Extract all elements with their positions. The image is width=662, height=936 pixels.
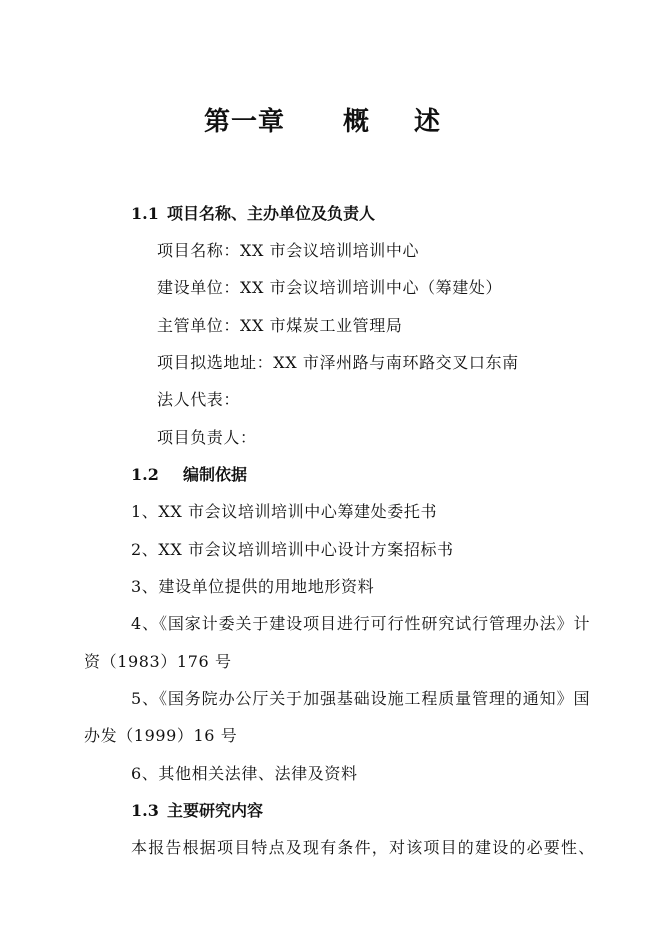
section-title: 主要研究内容 xyxy=(167,801,264,820)
basis-item-5: 5、《国务院办公厅关于加强基础设施工程质量管理的通知》国 xyxy=(131,689,591,708)
section-number: 1.1 xyxy=(131,204,159,223)
supervising-unit-line: 主管单位：XX 市煤炭工业管理局 xyxy=(157,316,403,335)
section-heading-1-1 xyxy=(131,201,375,224)
basis-item-4: 4、《国家计委关于建设项目进行可行性研究试行管理办法》计 xyxy=(131,614,591,633)
legal-representative-line: 法人代表： xyxy=(157,390,241,409)
basis-item-5-continued: 办发（1999）16 号 xyxy=(84,726,238,745)
section-number: 1.2 xyxy=(131,465,159,484)
chapter-number: 第一章 xyxy=(203,107,285,137)
basis-item-1: 1、XX 市会议培训培训中心筹建处委托书 xyxy=(131,502,438,521)
basis-item-3: 3、建设单位提供的用地地形资料 xyxy=(131,577,375,596)
basis-item-2: 2、XX 市会议培训培训中心设计方案招标书 xyxy=(131,540,454,559)
project-address-line: 项目拟选地址：XX 市泽州路与南环路交叉口东南 xyxy=(157,353,519,372)
chapter-title: 概 述 xyxy=(342,107,459,137)
construction-unit-line: 建设单位：XX 市会议培训培训中心（筹建处） xyxy=(157,278,503,297)
chapter-heading xyxy=(0,101,662,138)
section-title: 编制依据 xyxy=(183,465,248,484)
section-heading-1-2 xyxy=(131,462,247,485)
basis-item-4-continued: 资（1983）176 号 xyxy=(84,652,232,671)
project-name-line: 项目名称：XX 市会议培训培训中心 xyxy=(157,241,420,260)
section-title: 项目名称、主办单位及负责人 xyxy=(167,204,376,223)
section-heading-1-3 xyxy=(131,798,263,821)
project-leader-line: 项目负责人： xyxy=(157,428,257,447)
research-content-paragraph: 本报告根据项目特点及现有条件，对该项目的建设的必要性、 xyxy=(131,838,596,857)
section-number: 1.3 xyxy=(131,801,159,820)
basis-item-6: 6、其他相关法律、法律及资料 xyxy=(131,764,358,783)
